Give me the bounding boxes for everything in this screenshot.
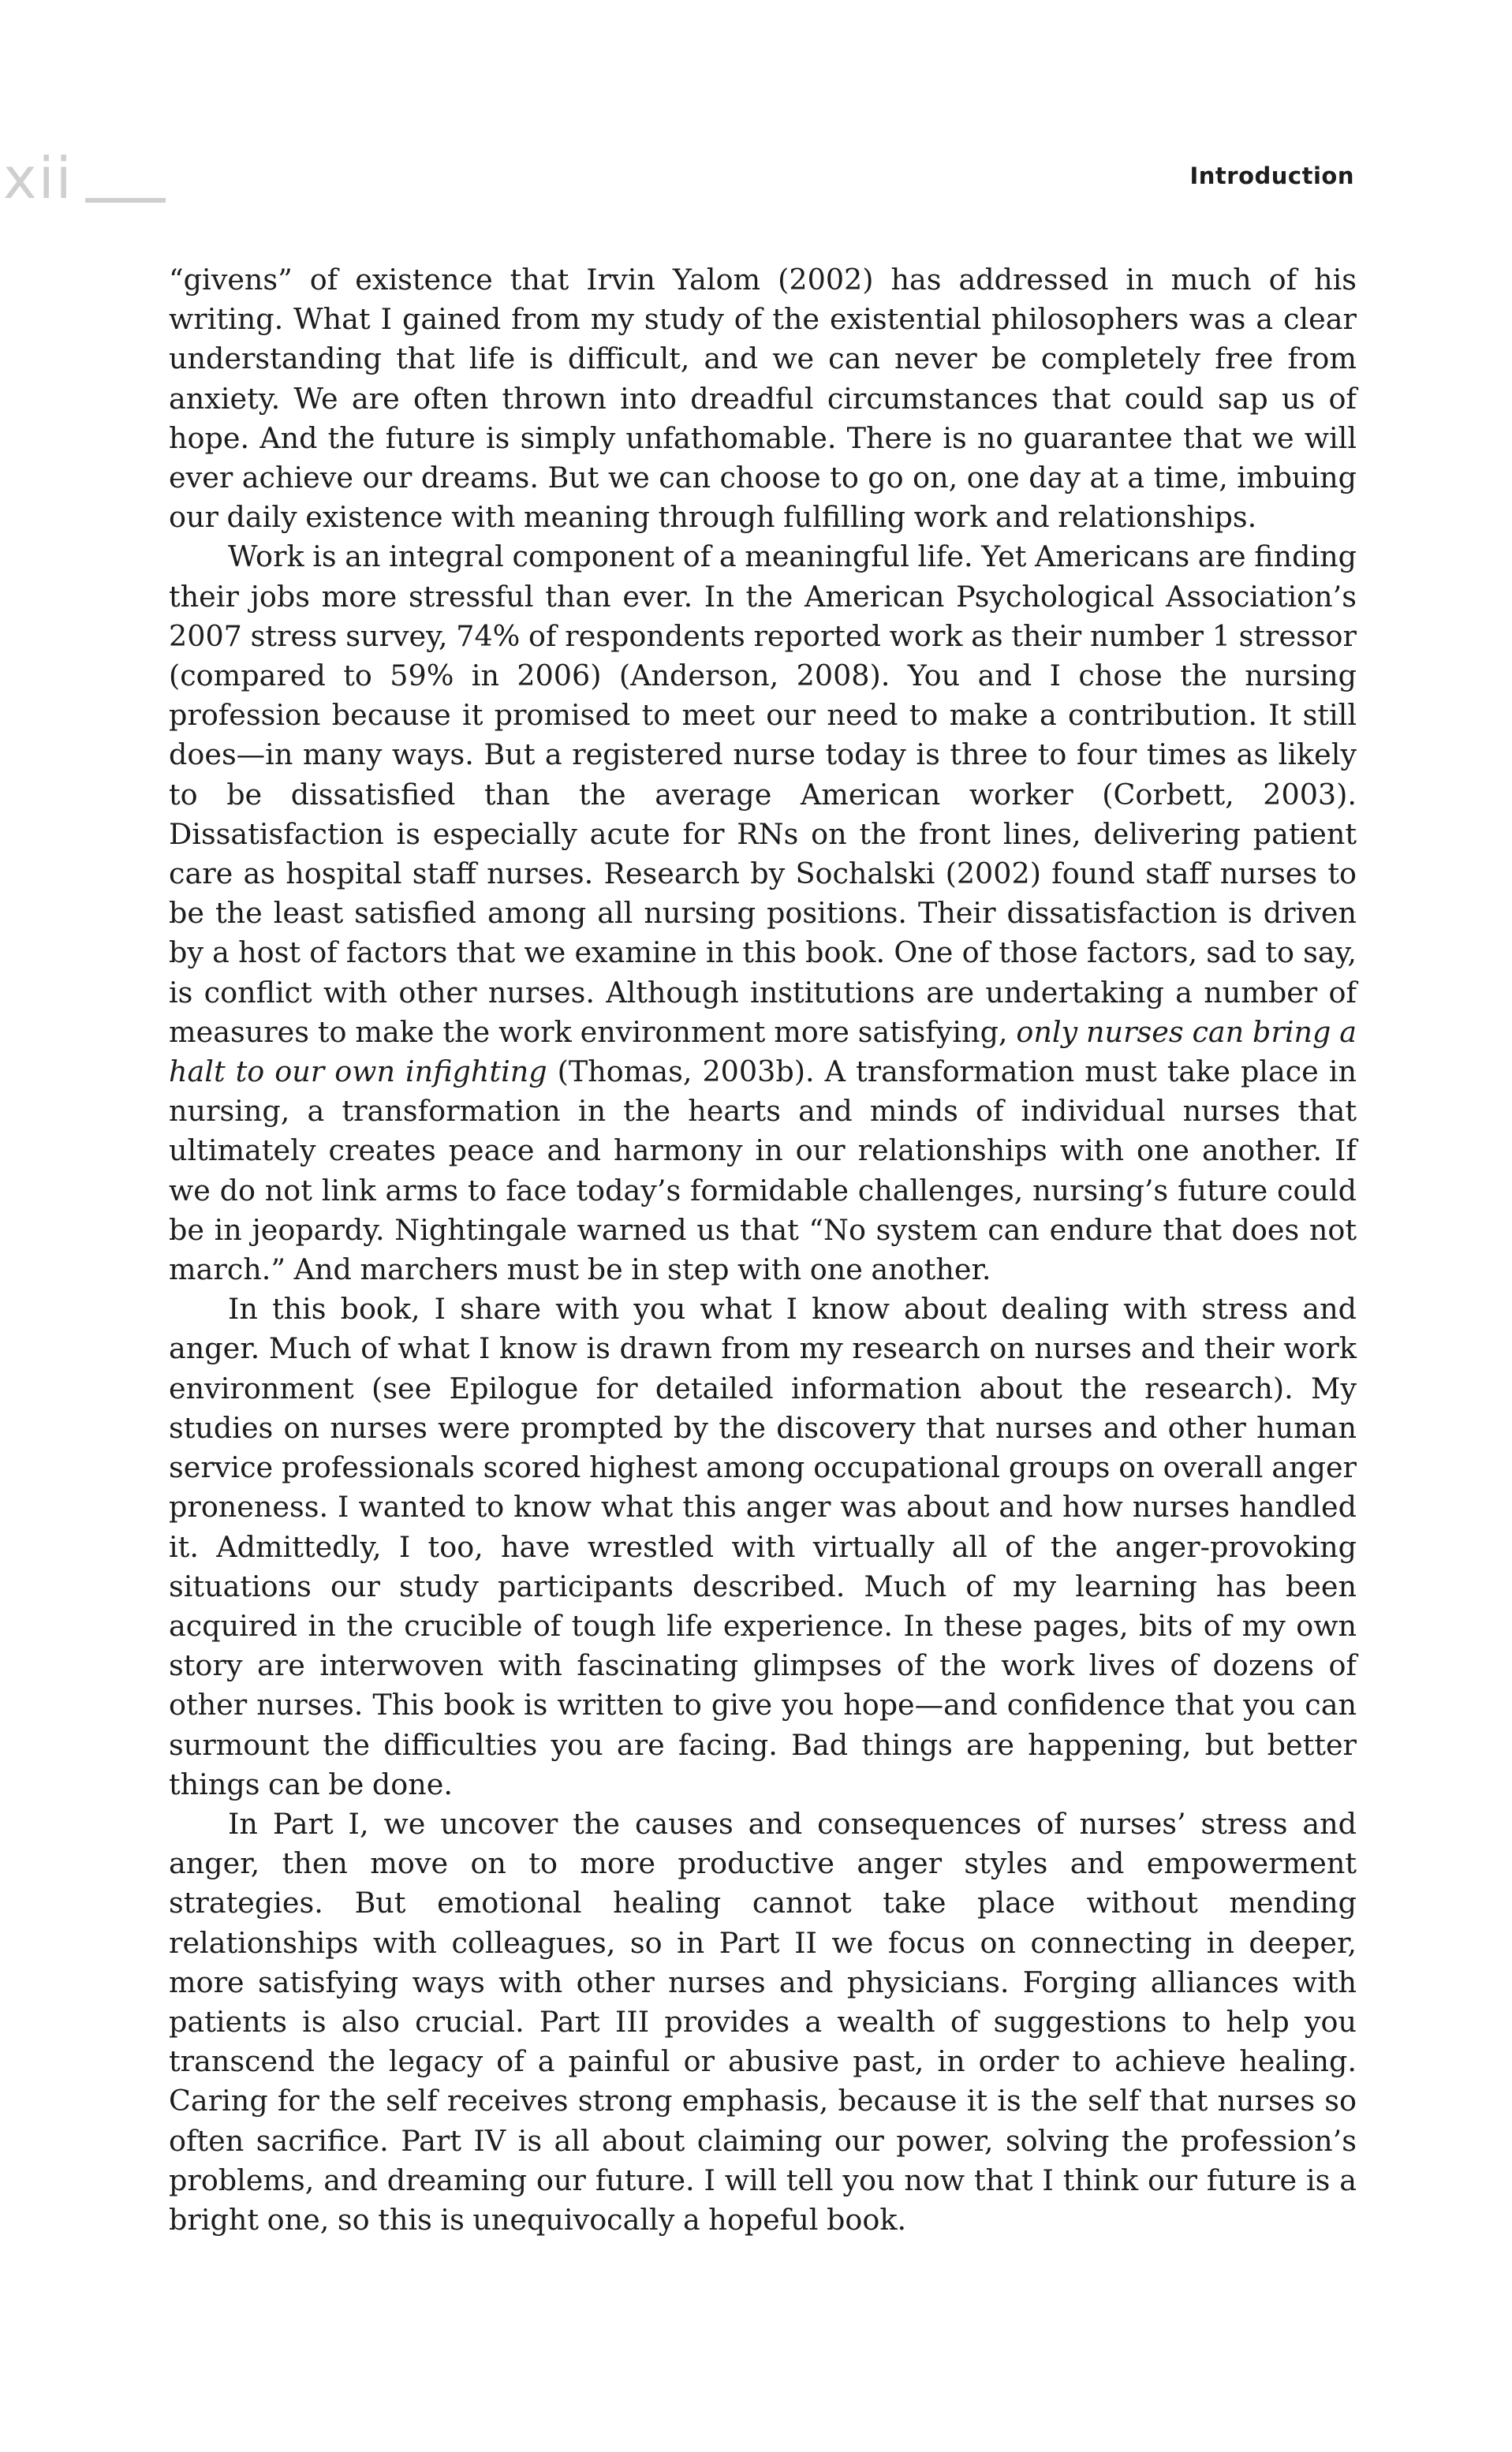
body-text: [169, 260, 1357, 2240]
running-head: Introduction: [1189, 162, 1354, 189]
paragraph-text: (Thomas, 2003b). A transformation must take place in nursing, a transformation in the hearts and minds of individual nurses that ultimately creates peace and harmony in our relationships with one another. If we do not link arms to face today’s formidable challenges, nursing’s future could be in jeopardy. Nightingale warned us that “No system can endure that does not march.” And marchers must be in step with one another.: [169, 1054, 1357, 1287]
paragraph-text: Work is an integral component of a meaningful life. Yet Americans are finding their jobs more stressful than ever. In the American Psychological Association’s 2007 stress survey, 74% of respondents reported work as their number 1 stressor (compared to 59% in 2006) (Anderson, 2008). You and I chose the nursing profession because it promised to meet our need to make a contribution. It still does—in many ways. But a registered nurse today is three to four times as likely to be dissatisfied than the average American worker (Corbett, 2003). Dissatisfaction is especially acute for RNs on the front lines, delivering patient care as hospital staff nurses. Research by Sochalski (2002) found staff nurses to be the least satisfied among all nursing positions. Their dissatisfaction is driven by a host of factors that we examine in this book. One of those factors, sad to say, is conflict with other nurses. Although institutions are undertaking a number of measures to make the work environment more satisfying,: [169, 539, 1357, 1049]
paragraph: “givens” of existence that Irvin Yalom (2002) has addressed in much of his writing. What I gained from my study of the existential philosophers was a clear understanding that life is difficult, and we can never be completely free from anxiety. We are often thrown into dreadful circumstances that could sap us of hope. And the future is simply unfathomable. There is no guarantee that we will ever achieve our dreams. But we can choose to go on, one day at a time, imbuing our daily existence with meaning through fulfilling work and relationships.: [169, 263, 1357, 535]
emphasized-text: only nurses can bring a halt to our own infighting: [169, 1014, 1357, 1089]
paragraph: [169, 537, 1357, 1289]
paragraph: In Part I, we uncover the causes and consequences of nurses’ stress and anger, then move on to more productive anger styles and empowerment strategies. But emotional healing cannot take place without mending relationships with colleagues, so in Part II we focus on connecting in deeper, more satisfying ways with other nurses and physicians. Forging alliances with patients is also crucial. Part III provides a wealth of suggestions to help you transcend the legacy of a painful or abusive past, in order to achieve healing. Caring for the self receives strong emphasis, because it is the self that nurses so often sacrifice. Part IV is all about claiming our power, solving the profession’s problems, and dreaming our future. I will tell you now that I think our future is a bright one, so this is unequivocally a hopeful book.: [169, 1806, 1357, 2237]
folio-rule: [85, 198, 166, 203]
paragraph: In this book, I share with you what I know about dealing with stress and anger. Much of what I know is drawn from my research on nurses and their work environment (see Epilogue for detailed information about the research). My studies on nurses were prompted by the discovery that nurses and other human service professionals scored highest among occupational groups on overall anger proneness. I wanted to know what this anger was about and how nurses handled it. Admittedly, I too, have wrestled with virtually all of the anger-provoking situations our study participants described. Much of my learning has been acquired in the crucible of tough life experience. In these pages, bits of my own story are interwoven with fascinating glimpses of the work lives of dozens of other nurses. This book is written to give you hope—and confidence that you can surmount the difficulties you are facing. Bad things are happening, but better things can be done.: [169, 1292, 1357, 1801]
page-number: xii: [3, 145, 73, 211]
